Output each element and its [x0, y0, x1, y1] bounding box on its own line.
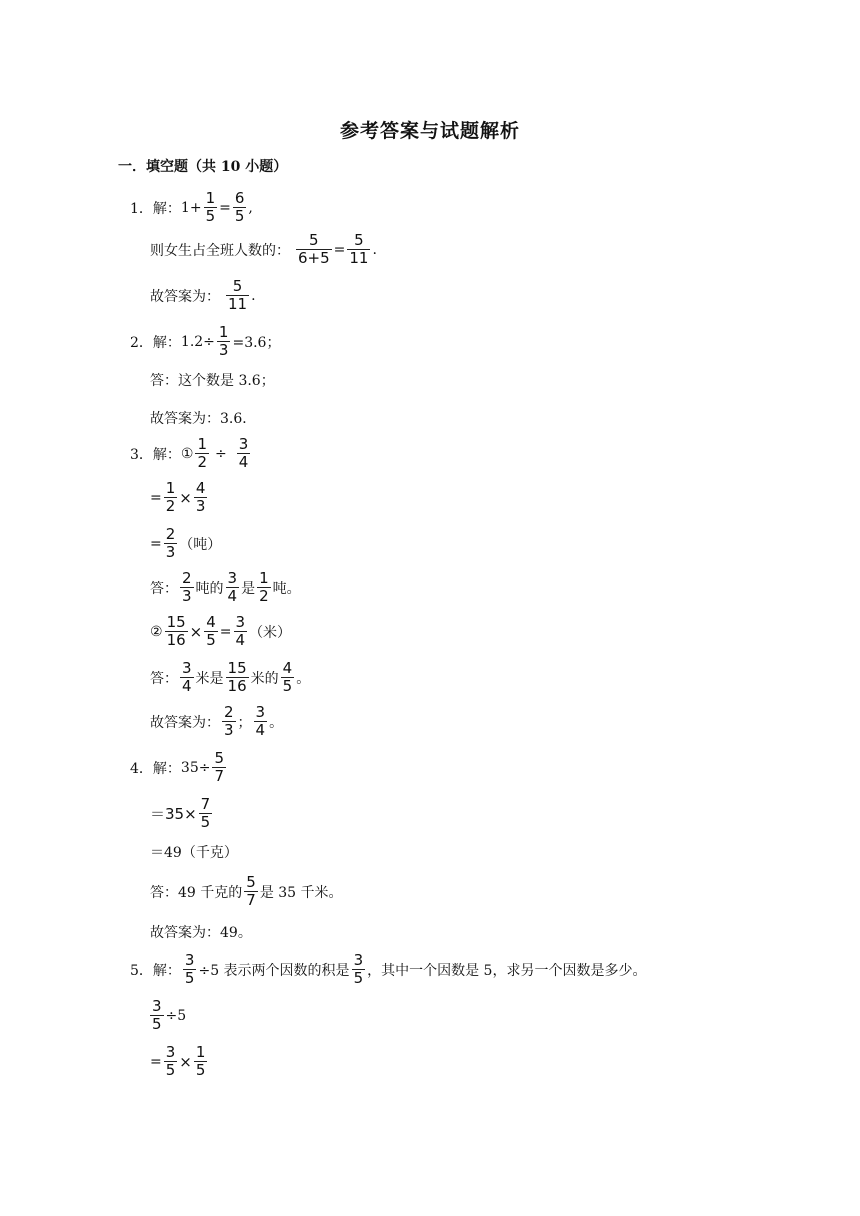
q5-line-3: [150, 1044, 209, 1079]
q4-line-4: [150, 874, 343, 909]
fraction: $\frac{3}{5}$: [152, 997, 162, 1033]
q3-label: 3．解：: [130, 446, 181, 463]
q4-expr: 35÷: [180, 759, 211, 776]
q4-line-5: 故答案为：49。: [150, 925, 252, 941]
fraction: $\frac{2}{3}$: [165, 525, 176, 561]
equals-sign: =: [219, 199, 231, 216]
q3-line-4: [150, 570, 301, 605]
text: 吨的: [195, 580, 224, 597]
fraction: $\frac{1}{2}$: [165, 479, 176, 515]
fraction: $\frac{1}{5}$: [195, 1043, 206, 1079]
equals-sign: =: [150, 489, 162, 506]
text: 米是: [195, 670, 224, 687]
q1-label: 1．解：: [130, 200, 181, 217]
punctuation: ,: [248, 199, 253, 216]
q3-line-6: [150, 660, 310, 695]
q4-line-1: [130, 750, 228, 785]
operator: ×: [189, 622, 203, 641]
q3-line-7: [150, 704, 283, 739]
punctuation: 。: [269, 714, 284, 731]
fraction: $\frac{5}{7}$: [214, 749, 225, 785]
fraction: $\frac{3}{4}$: [238, 435, 249, 471]
operator: ×: [179, 1052, 192, 1071]
q3-line-3: [150, 526, 221, 561]
fraction: $\frac{5}{6+5}$: [298, 231, 330, 267]
punctuation: .: [251, 287, 256, 304]
answer-label: 故答案为：: [150, 714, 220, 731]
fraction: $\frac{3}{4}$: [182, 659, 192, 695]
fraction: $\frac{1}{3}$: [218, 323, 229, 359]
unit-text: （米）: [249, 624, 292, 641]
fraction: $\frac{3}{4}$: [227, 569, 238, 605]
unit-text: （吨）: [179, 536, 222, 553]
q2-result: =3.6；: [232, 334, 281, 351]
q4-expr: ＝35×: [150, 805, 197, 823]
q4-line-2: [150, 796, 214, 831]
q2-line-1: [130, 324, 280, 359]
q2-line-2: 答：这个数是 3.6；: [150, 373, 275, 389]
q2-line-3: 故答案为：3.6．: [150, 411, 257, 427]
fraction: $\frac{3}{5}$: [184, 951, 195, 987]
text: 是 35 千米。: [259, 884, 343, 901]
q1-b-text: 则女生占全班人数的：: [150, 242, 290, 259]
q4-label: 4．解：: [130, 760, 181, 777]
fraction: $\frac{4}{3}$: [195, 479, 206, 515]
q5-line-2: [148, 998, 186, 1033]
text: ÷5: [165, 1007, 187, 1024]
text: ，其中一个因数是 5，求另一个因数是多少。: [367, 962, 647, 979]
fraction: $\frac{4}{5}$: [282, 659, 293, 695]
q2-expr: 1.2÷: [180, 333, 215, 350]
fraction: $\frac{5}{11}$: [349, 231, 369, 267]
fraction: $\frac{3}{5}$: [353, 951, 364, 987]
text: 米的: [250, 670, 279, 687]
text: 吨。: [272, 580, 301, 597]
fraction: $\frac{3}{5}$: [165, 1043, 176, 1079]
punctuation: .: [372, 241, 377, 258]
operator: ÷: [215, 445, 227, 462]
q3-line-2: [150, 480, 209, 515]
answer-label: 答：: [150, 670, 178, 687]
fraction: $\frac{5}{7}$: [246, 873, 256, 909]
fraction: $\frac{15}{16}$: [227, 659, 247, 695]
q5-line-1: [130, 952, 646, 987]
q1-line-2: [150, 232, 377, 267]
fraction: $\frac{5}{11}$: [228, 277, 248, 313]
fraction: $\frac{3}{4}$: [255, 703, 266, 739]
q5-label: 5．解：: [130, 962, 181, 979]
page-title: 参考答案与试题解析: [339, 120, 520, 142]
fraction: $\frac{3}{4}$: [235, 613, 246, 649]
fraction: $\frac{1}{2}$: [197, 435, 208, 471]
section-heading: 一．填空题（共 10 小题）: [118, 159, 288, 175]
separator: ；: [237, 714, 252, 731]
fraction: $\frac{7}{5}$: [200, 795, 211, 831]
q2-label: 2．解：: [130, 334, 181, 351]
circled-number: ①: [180, 445, 194, 462]
q1-a-prefix: 1+: [180, 199, 202, 216]
text: 。: [296, 670, 311, 687]
fraction: $\frac{15}{16}$: [166, 613, 186, 649]
text: ÷5 表示两个因数的积是: [198, 962, 350, 979]
answer-label: 答：: [150, 580, 178, 597]
fraction: $\frac{1}{2}$: [259, 569, 269, 605]
q1-answer-label: 故答案为：: [150, 288, 220, 305]
text: 是: [241, 580, 256, 597]
answer-label: 答：49 千克的: [150, 884, 243, 901]
equals-sign: =: [150, 1053, 162, 1070]
q3-line-5: [150, 614, 291, 649]
q1-line-3: [150, 278, 256, 313]
fraction: $\frac{6}{5}$: [234, 189, 245, 225]
operator: ×: [179, 488, 192, 507]
fraction: $\frac{1}{5}$: [205, 189, 216, 225]
q4-line-3: ＝49（千克）: [150, 845, 238, 861]
equals-sign: =: [219, 623, 232, 640]
fraction: $\frac{4}{5}$: [206, 613, 216, 649]
fraction: $\frac{2}{3}$: [224, 703, 234, 739]
q3-line-1: [130, 436, 252, 471]
fraction: $\frac{2}{3}$: [182, 569, 192, 605]
equals-sign: =: [333, 241, 346, 258]
q1-line-1: [130, 190, 253, 225]
equals-sign: =: [150, 535, 162, 552]
circled-number: ②: [150, 623, 163, 640]
